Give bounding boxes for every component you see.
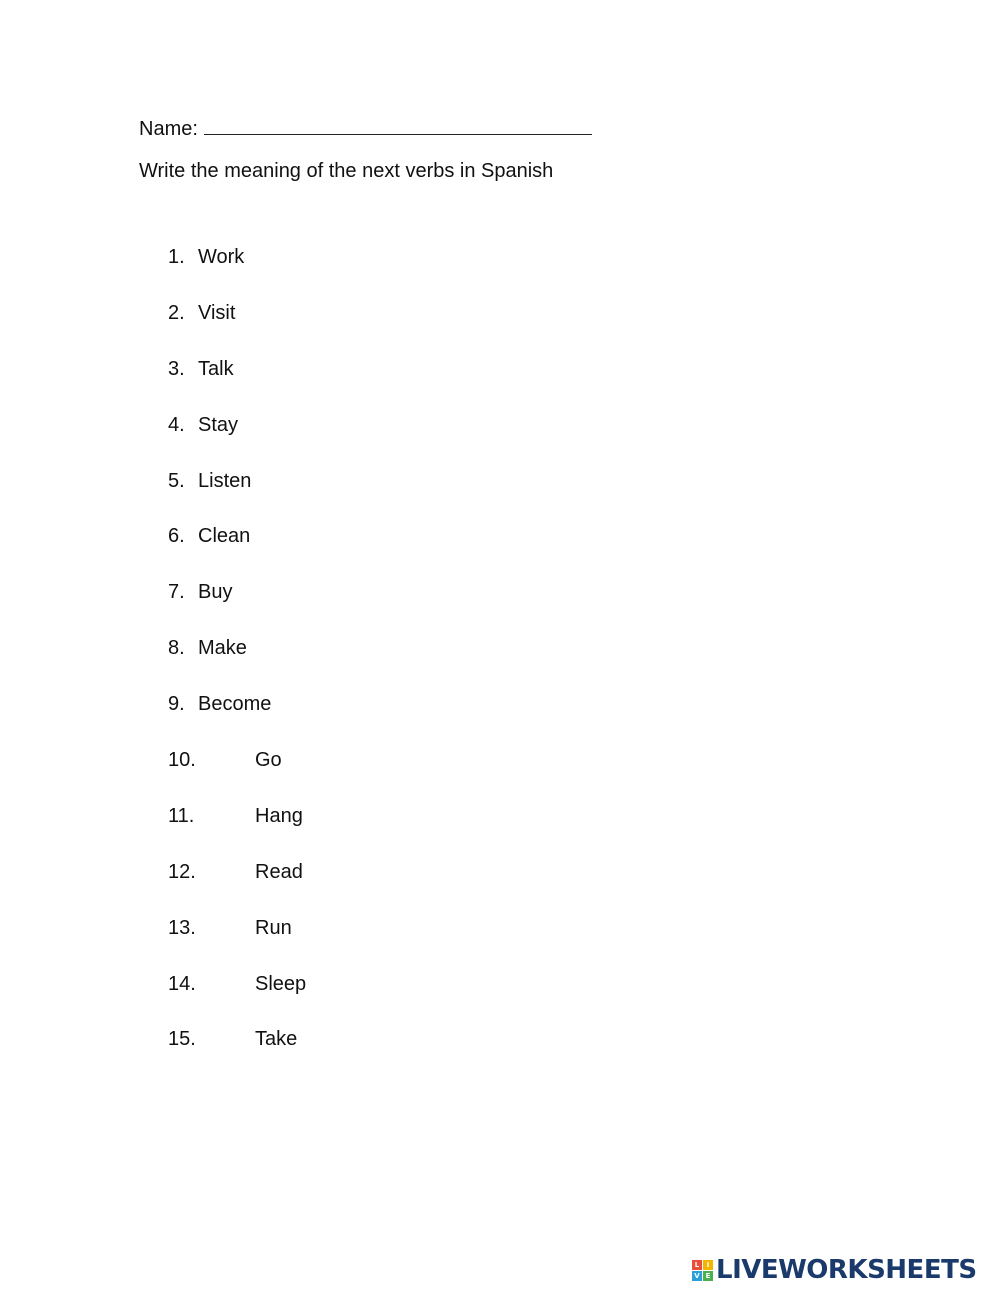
- item-word: Take: [255, 1028, 298, 1051]
- item-word: Visit: [198, 301, 236, 324]
- verb-list: [168, 246, 306, 1084]
- list-item: [168, 693, 306, 749]
- list-item: [168, 749, 306, 805]
- item-word: Stay: [198, 413, 239, 436]
- item-number: 10.: [168, 749, 196, 772]
- item-number: 1.: [168, 246, 185, 268]
- list-item: [168, 805, 306, 861]
- item-number: 14.: [168, 972, 196, 995]
- list-item: [168, 861, 306, 917]
- item-number: 3.: [168, 357, 185, 380]
- name-line: [139, 116, 592, 141]
- logo-mark-letter: I: [703, 1260, 713, 1270]
- liveworksheets-logo-icon: [692, 1260, 713, 1281]
- item-word: Go: [255, 749, 282, 772]
- item-number: 13.: [168, 916, 196, 939]
- liveworksheets-logo: [692, 1255, 977, 1285]
- list-item: [168, 414, 306, 470]
- list-item: [168, 525, 306, 581]
- logo-mark-letter: V: [692, 1271, 702, 1281]
- list-item: [168, 917, 306, 973]
- name-label: Name:: [139, 118, 198, 140]
- item-number: 4.: [168, 413, 185, 436]
- list-item: [168, 1028, 306, 1084]
- item-word: Read: [255, 860, 303, 883]
- item-number: 9.: [168, 693, 185, 716]
- item-number: 15.: [168, 1028, 196, 1051]
- item-word: Become: [198, 693, 272, 716]
- item-word: Work: [198, 246, 245, 268]
- item-number: 12.: [168, 860, 196, 883]
- list-item: [168, 246, 306, 302]
- instruction-text: Write the meaning of the next verbs in Spanish: [139, 160, 554, 182]
- list-item: [168, 637, 306, 693]
- name-blank-line: [204, 116, 592, 135]
- item-number: 5.: [168, 469, 185, 492]
- item-number: 8.: [168, 637, 185, 660]
- item-number: 7.: [168, 581, 185, 604]
- list-item: [168, 470, 306, 526]
- item-number: 11.: [168, 804, 195, 827]
- item-word: Listen: [198, 469, 252, 492]
- item-word: Sleep: [255, 972, 307, 995]
- item-number: 6.: [168, 525, 185, 548]
- list-item: [168, 973, 306, 1029]
- logo-mark-letter: E: [703, 1271, 713, 1281]
- list-item: [168, 581, 306, 637]
- item-word: Buy: [198, 581, 233, 604]
- item-word: Run: [255, 916, 292, 939]
- list-item: [168, 358, 306, 414]
- logo-mark-letter: L: [692, 1260, 702, 1270]
- item-word: Clean: [198, 525, 251, 548]
- logo-text: LIVEWORKSHEETS: [716, 1255, 977, 1285]
- list-item: [168, 302, 306, 358]
- item-word: Talk: [198, 357, 234, 380]
- item-word: Make: [198, 637, 247, 660]
- item-word: Hang: [255, 804, 303, 827]
- item-number: 2.: [168, 301, 185, 324]
